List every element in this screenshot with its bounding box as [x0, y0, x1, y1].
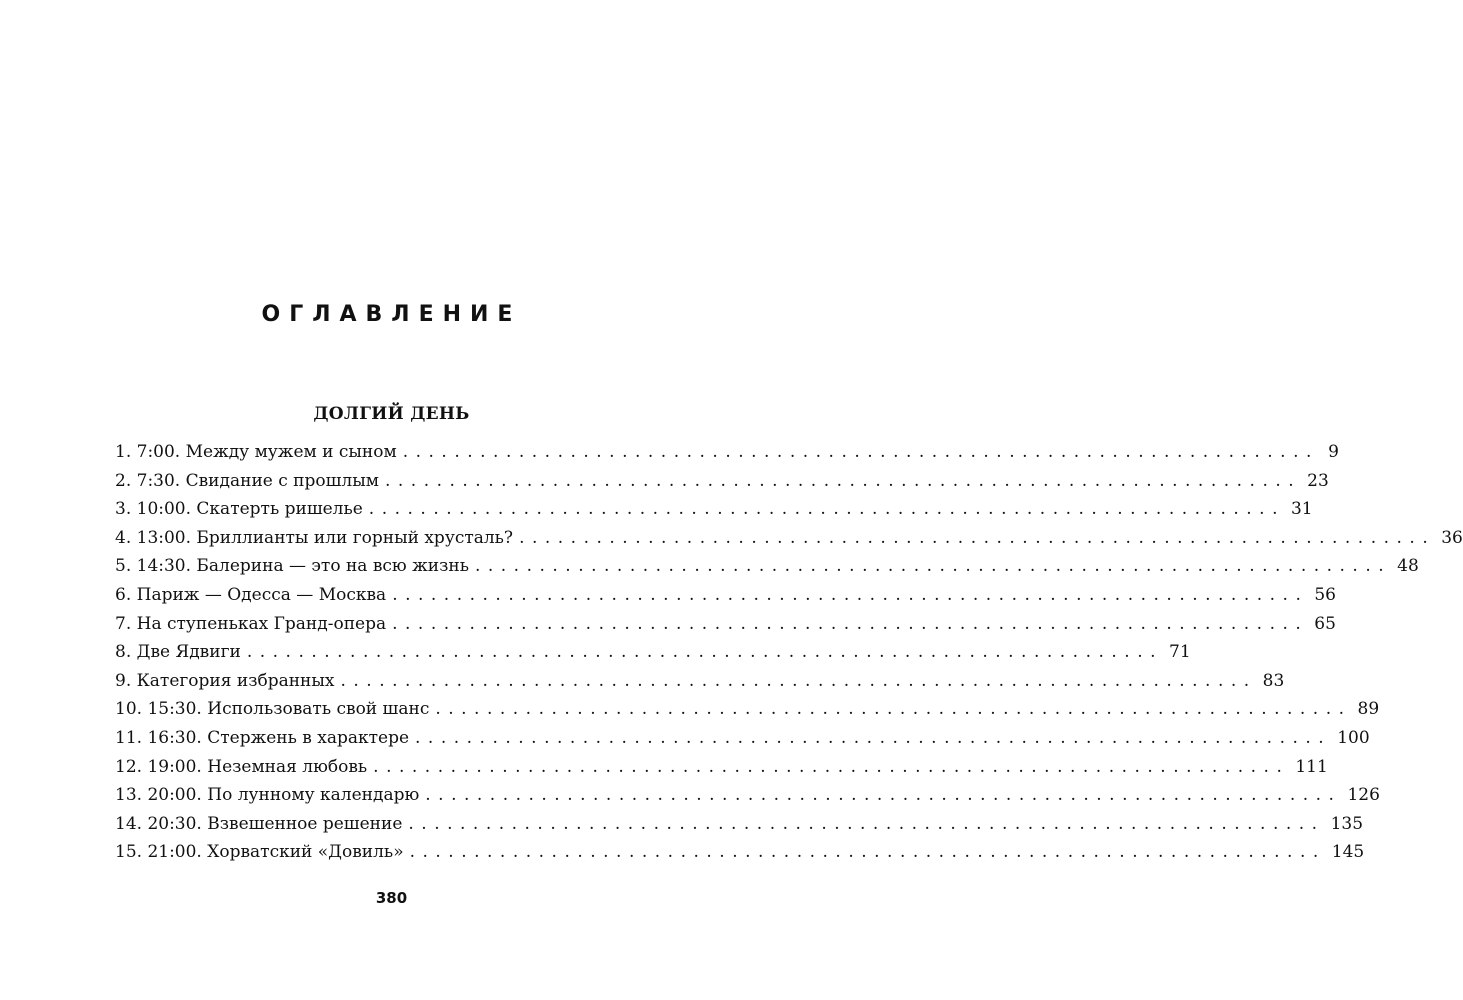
toc-list — [115, 438, 1463, 867]
toc-entry[interactable] — [115, 695, 1380, 724]
dot-leader: ....................................................................... — [368, 499, 1285, 520]
toc-entry[interactable] — [115, 524, 1463, 553]
toc-entry-page: 111 — [1295, 756, 1328, 777]
toc-entry-title: 14. 20:30. Взвешенное решение — [115, 813, 403, 834]
section-heading: ДОЛГИЙ ДЕНЬ — [313, 404, 470, 424]
toc-entry-page: 89 — [1357, 699, 1380, 720]
dot-leader: ....................................................................... — [402, 442, 1319, 462]
toc-entry[interactable] — [115, 753, 1328, 782]
toc-entry[interactable] — [115, 810, 1364, 839]
toc-heading: ОГЛАВЛЕНИЕ — [261, 302, 522, 327]
toc-entry-title: 8. Две Ядвиги — [115, 642, 241, 663]
dot-leader: ....................................................................... — [519, 527, 1436, 548]
toc-entry-page: 145 — [1331, 842, 1365, 863]
dot-leader: ....................................................................... — [392, 613, 1309, 634]
dot-leader: ....................................................................... — [408, 813, 1325, 834]
toc-entry-page: 23 — [1307, 470, 1329, 491]
toc-entry-page: 135 — [1330, 813, 1364, 834]
toc-entry-title: 5. 14:30. Балерина — это на всю жизнь — [115, 556, 469, 577]
toc-entry-title: 11. 16:30. Стержень в характере — [115, 727, 410, 748]
toc-entry-title: 15. 21:00. Хорватский «Довиль» — [115, 842, 404, 863]
toc-entry-page: 31 — [1290, 499, 1313, 520]
toc-entry[interactable] — [115, 610, 1336, 639]
dot-leader: ....................................................................... — [246, 642, 1163, 663]
toc-entry[interactable] — [115, 667, 1285, 696]
page-number: 380 — [375, 889, 408, 907]
dot-leader: ....................................................................... — [373, 756, 1290, 777]
toc-entry-page: 56 — [1314, 584, 1336, 605]
toc-entry-title: 4. 13:00. Бриллианты или горный хрусталь? — [115, 527, 514, 548]
toc-entry[interactable] — [115, 552, 1419, 581]
toc-entry-page: 48 — [1397, 556, 1419, 577]
toc-entry[interactable] — [115, 638, 1191, 667]
dot-leader: ....................................................................... — [474, 556, 1392, 577]
toc-entry-title: 13. 20:00. По лунному календарю — [115, 785, 420, 806]
toc-entry-title: 1. 7:00. Между мужем и сыном — [115, 442, 397, 462]
toc-entry-page: 65 — [1314, 613, 1336, 634]
toc-entry-page: 71 — [1169, 642, 1191, 663]
toc-entry[interactable] — [115, 838, 1365, 867]
dot-leader: ....................................................................... — [415, 727, 1332, 748]
toc-entry[interactable] — [115, 438, 1339, 467]
toc-entry[interactable] — [115, 495, 1313, 524]
toc-entry[interactable] — [115, 581, 1336, 610]
toc-entry-title: 7. На ступеньках Гранд-опера — [115, 613, 387, 634]
toc-entry-page: 9 — [1328, 442, 1339, 462]
toc-entry-title: 9. Категория избранных — [115, 670, 335, 691]
toc-entry-title: 6. Париж — Одесса — Москва — [115, 584, 387, 605]
toc-entry-title: 2. 7:30. Свидание с прошлым — [115, 470, 379, 491]
toc-entry[interactable] — [115, 724, 1370, 753]
toc-entry-title: 3. 10:00. Скатерть ришелье — [115, 499, 363, 520]
toc-entry-page: 36 — [1441, 527, 1463, 548]
toc-entry[interactable] — [115, 781, 1380, 810]
dot-leader: ....................................................................... — [425, 785, 1342, 806]
dot-leader: ....................................................................... — [409, 842, 1326, 863]
toc-entry-page: 100 — [1337, 727, 1370, 748]
dot-leader: ....................................................................... — [435, 699, 1352, 720]
toc-entry-page: 83 — [1262, 670, 1285, 691]
toc-entry-page: 126 — [1347, 785, 1380, 806]
dot-leader: ....................................................................... — [340, 670, 1257, 691]
toc-entry[interactable] — [115, 467, 1329, 496]
dot-leader: ....................................................................... — [384, 470, 1302, 491]
toc-entry-title: 10. 15:30. Использовать свой шанс — [115, 699, 430, 720]
dot-leader: ....................................................................... — [392, 584, 1309, 605]
toc-entry-title: 12. 19:00. Неземная любовь — [115, 756, 368, 777]
